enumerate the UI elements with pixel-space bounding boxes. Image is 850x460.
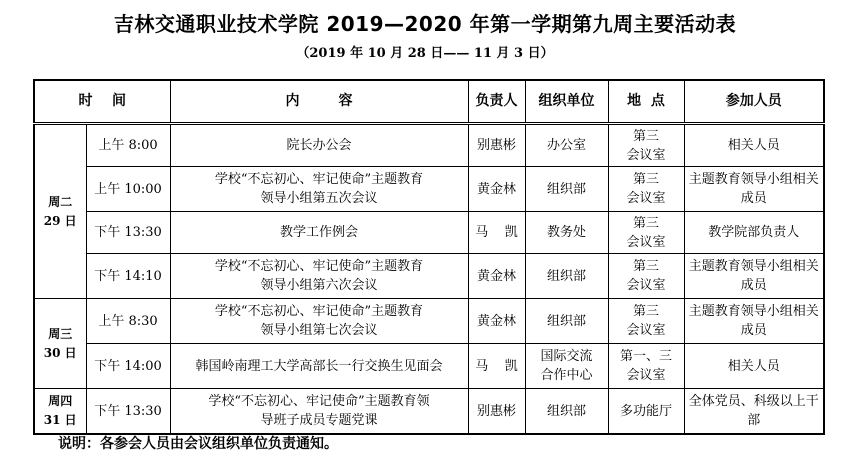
row-attendees: 相关人员 [684,344,824,389]
row-person: 别惠彬 [468,124,525,167]
header-content: 内 容 [170,80,468,124]
row-time: 上午 8:30 [86,299,170,344]
day-label: 周三 30 日 [34,299,86,389]
row-org: 办公室 [525,124,608,167]
day-label: 周四 31 日 [34,389,86,435]
row-place: 第三 会议室 [608,124,684,167]
table-row [34,124,824,167]
row-org: 组织部 [525,167,608,212]
row-place: 第三 会议室 [608,212,684,254]
table-row [34,299,824,344]
row-place: 多功能厅 [608,389,684,435]
table-row [34,167,824,212]
row-person: 别惠彬 [468,389,525,435]
row-time: 下午 13:30 [86,212,170,254]
row-time: 下午 13:30 [86,389,170,435]
row-person: 黄金林 [468,254,525,299]
row-time: 上午 8:00 [86,124,170,167]
row-content: 教学工作例会 [170,212,468,254]
row-content: 学校“不忘初心、牢记使命”主题教育领 导班子成员专题党课 [170,389,468,435]
header-org: 组织单位 [525,80,608,124]
row-content: 学校“不忘初心、牢记使命”主题教育 领导小组第六次会议 [170,254,468,299]
row-place: 第三 会议室 [608,299,684,344]
row-content: 学校“不忘初心、牢记使命”主题教育 领导小组第七次会议 [170,299,468,344]
row-org: 组织部 [525,254,608,299]
date-range-subtitle: （2019 年 10 月 28 日—— 11 月 3 日） [296,46,554,61]
day-label: 周二 29 日 [34,124,86,299]
table-header-row [34,80,824,124]
row-time: 下午 14:10 [86,254,170,299]
row-content: 韩国岭南理工大学高部长一行交换生见面会 [170,344,468,389]
activity-table [33,79,825,435]
document-title: 吉林交通职业技术学院 2019—2020 年第一学期第九周主要活动表 [113,12,737,36]
row-org: 组织部 [525,389,608,435]
row-org: 国际交流 合作中心 [525,344,608,389]
row-time: 上午 10:00 [86,167,170,212]
header-time: 时 间 [34,80,170,124]
footnote: 说明：各参会人员由会议组织单位负责通知。 [58,436,338,452]
row-attendees: 教学院部负责人 [684,212,824,254]
header-person: 负责人 [468,80,525,124]
row-time: 下午 14:00 [86,344,170,389]
table-row [34,212,824,254]
header-place: 地 点 [608,80,684,124]
row-attendees: 主题教育领导小组相关成员 [684,299,824,344]
row-attendees: 相关人员 [684,124,824,167]
row-person: 黄金林 [468,299,525,344]
row-place: 第一、三 会议室 [608,344,684,389]
table-row [34,389,824,435]
row-attendees: 全体党员、科级以上干部 [684,389,824,435]
row-org: 组织部 [525,299,608,344]
row-person: 马 凯 [468,212,525,254]
row-content: 院长办公会 [170,124,468,167]
row-org: 教务处 [525,212,608,254]
row-person: 马 凯 [468,344,525,389]
row-attendees: 主题教育领导小组相关成员 [684,167,824,212]
table-row [34,344,824,389]
row-content: 学校“不忘初心、牢记使命”主题教育 领导小组第五次会议 [170,167,468,212]
header-attendees: 参加人员 [684,80,824,124]
row-attendees: 主题教育领导小组相关成员 [684,254,824,299]
row-person: 黄金林 [468,167,525,212]
table-row [34,254,824,299]
row-place: 第三 会议室 [608,254,684,299]
row-place: 第三 会议室 [608,167,684,212]
